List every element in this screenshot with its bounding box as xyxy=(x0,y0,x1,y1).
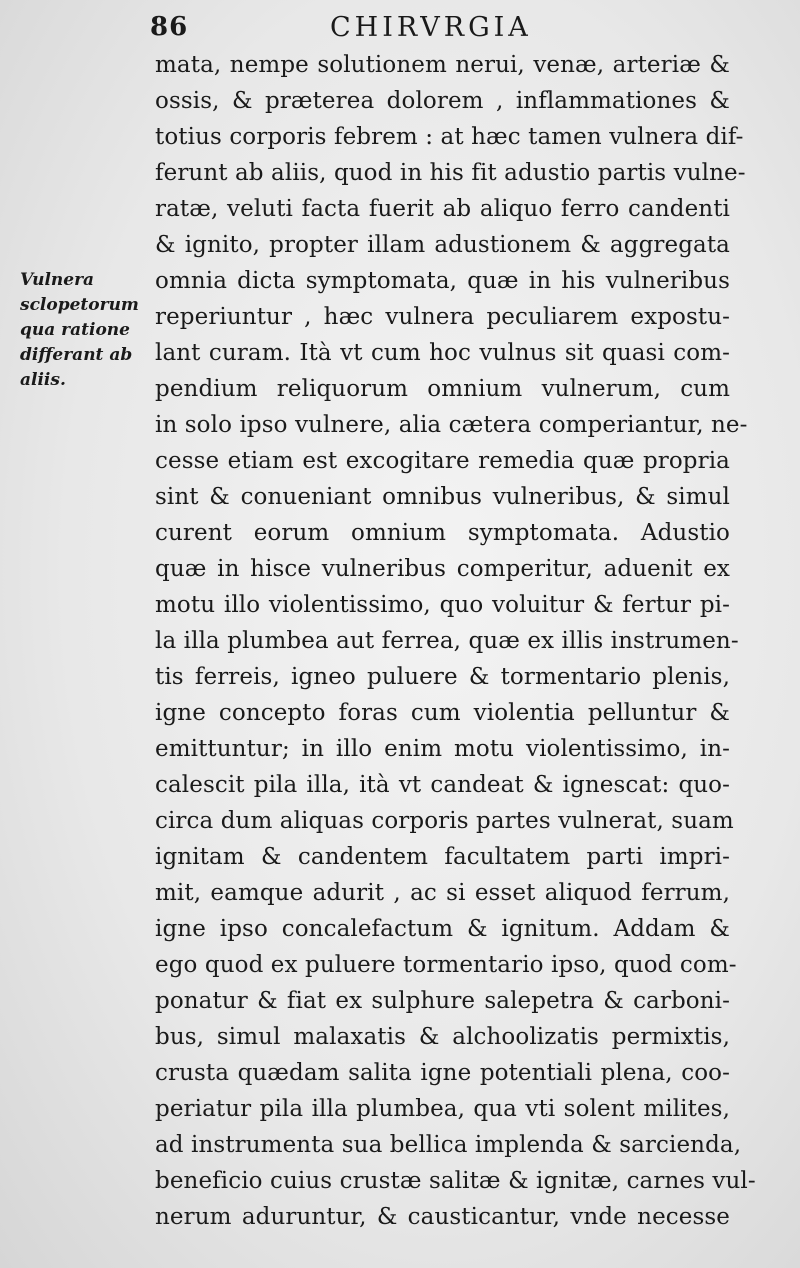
margin-note xyxy=(20,268,160,393)
margin-note-line: Vulnera xyxy=(20,270,95,290)
text-line: emittuntur; in illo enim motu violentissimo, in- xyxy=(155,736,730,762)
text-line: crusta quædam salita igne potentiali plena, coo- xyxy=(155,1060,730,1086)
margin-note-line: differant ab xyxy=(20,345,133,365)
page-number: 86 xyxy=(150,12,189,42)
text-line: pendium reliquorum omnium vulnerum, cum xyxy=(155,376,730,402)
text-line: igne ipso concalefactum & ignitum. Addam & xyxy=(155,916,730,942)
margin-note-line: sclopetorum xyxy=(20,295,139,315)
text-line: motu illo violentissimo, quo voluitur & fertur pi- xyxy=(155,592,730,618)
running-head: CHIRVRGIA xyxy=(330,12,532,43)
text-line: beneficio cuius crustæ salitæ & ignitæ, carnes vul- xyxy=(155,1168,756,1194)
text-line: lant curam. Ità vt cum hoc vulnus sit quasi com- xyxy=(155,340,730,366)
text-line: mata, nempe solutionem nerui, venæ, arteriæ & xyxy=(155,52,730,78)
text-line: totius corporis febrem : at hæc tamen vulnera dif- xyxy=(155,124,744,150)
text-line: bus, simul malaxatis & alchoolizatis permixtis, xyxy=(155,1024,730,1050)
text-line: sint & conueniant omnibus vulneribus, & simul xyxy=(155,484,730,510)
text-line: circa dum aliquas corporis partes vulnerat, suam xyxy=(155,808,734,834)
text-line: ferunt ab aliis, quod in his fit adustio partis vulne- xyxy=(155,160,746,186)
text-line: periatur pila illa plumbea, qua vti solent milites, xyxy=(155,1096,730,1122)
text-line: omnia dicta symptomata, quæ in his vulneribus xyxy=(155,268,730,294)
text-line: igne concepto foras cum violentia pelluntur & xyxy=(155,700,730,726)
margin-note-line: qua ratione xyxy=(20,320,130,340)
text-line: tis ferreis, igneo puluere & tormentario plenis, xyxy=(155,664,730,690)
page-header xyxy=(150,10,750,50)
text-line: calescit pila illa, ità vt candeat & ignescat: quo- xyxy=(155,772,730,798)
text-line: & ignito, propter illam adustionem & aggregata xyxy=(155,232,730,258)
text-line: mit, eamque adurit , ac si esset aliquod ferrum, xyxy=(155,880,730,906)
text-line: curent eorum omnium symptomata. Adustio xyxy=(155,520,730,546)
text-line: cesse etiam est excogitare remedia quæ propria xyxy=(155,448,730,474)
text-line: ignitam & candentem facultatem parti impri- xyxy=(155,844,730,870)
text-line: ratæ, veluti facta fuerit ab aliquo ferro candenti xyxy=(155,196,730,222)
text-line: reperiuntur , hæc vulnera peculiarem expostu- xyxy=(155,304,730,330)
text-line: ponatur & fiat ex sulphure salepetra & carboni- xyxy=(155,988,730,1014)
text-line: ego quod ex puluere tormentario ipso, quod com- xyxy=(155,952,737,978)
text-line: ad instrumenta sua bellica implenda & sarcienda, xyxy=(155,1132,742,1158)
text-line: in solo ipso vulnere, alia cætera comperiantur, ne- xyxy=(155,412,748,438)
margin-note-line: aliis. xyxy=(20,370,66,390)
text-line: ossis, & præterea dolorem , inflammationes & xyxy=(155,88,730,114)
text-line: nerum aduruntur, & causticantur, vnde necesse xyxy=(155,1204,730,1230)
text-line: la illa plumbea aut ferrea, quæ ex illis instrumen- xyxy=(155,628,739,654)
body-text xyxy=(155,47,756,1235)
text-line: quæ in hisce vulneribus comperitur, aduenit ex xyxy=(155,556,730,582)
